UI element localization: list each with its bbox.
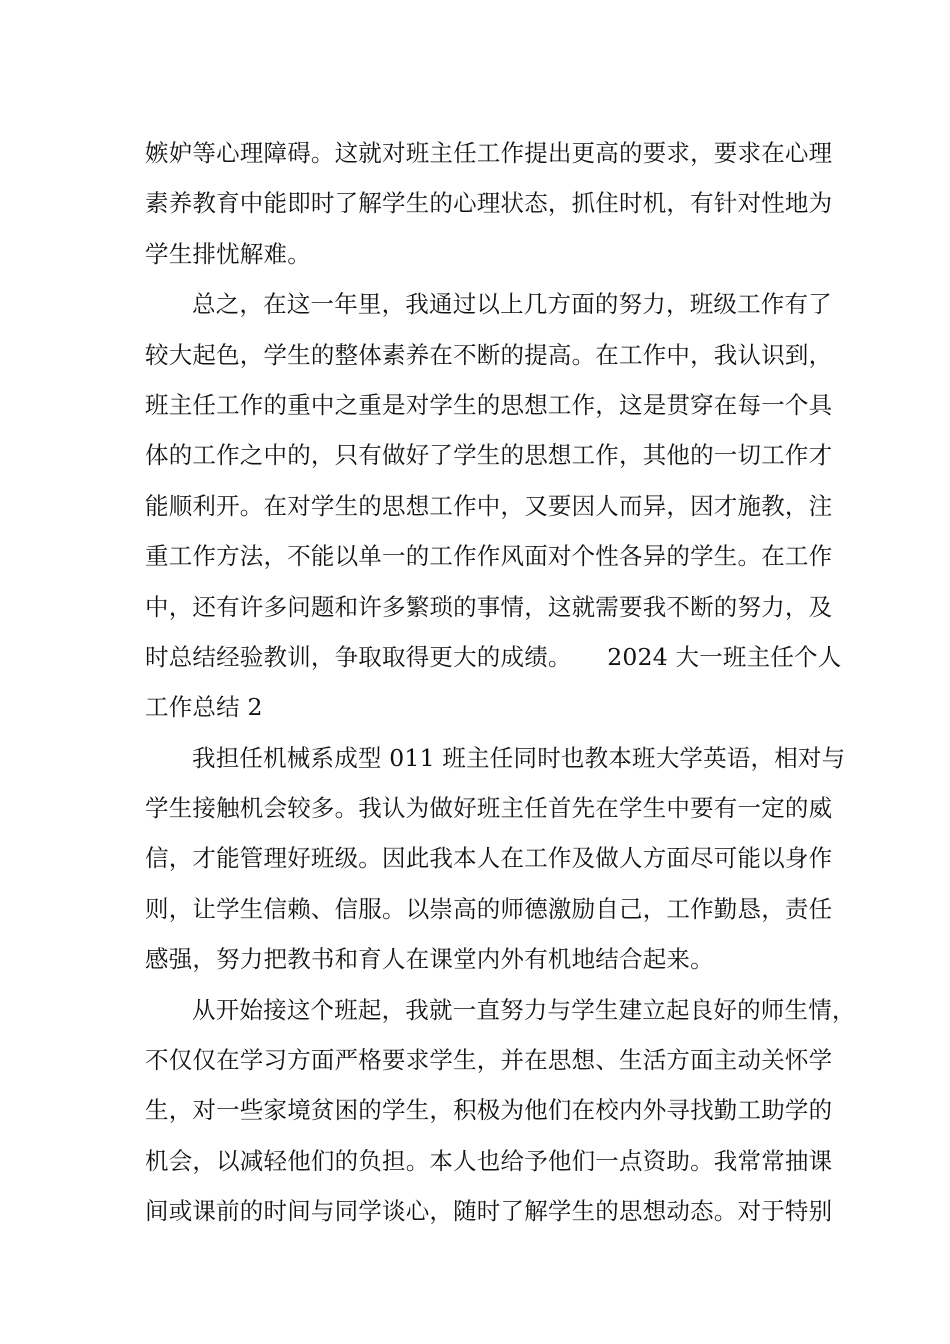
text-line: 中，还有许多问题和许多繁琐的事情，这就需要我不断的努力，及 — [145, 592, 833, 621]
text-line: 素养教育中能即时了解学生的心理状态，抓住时机，有针对性地为 — [145, 189, 833, 218]
text-line: 能顺利开。在对学生的思想工作中，又要因人而异，因才施教，注 — [145, 491, 833, 520]
text-line: 信，才能管理好班级。因此我本人在工作及做人方面尽可能以身作 — [145, 844, 833, 873]
text-line: 学生接触机会较多。我认为做好班主任首先在学生中要有一定的威 — [145, 794, 833, 823]
text-line: 间或课前的时间与同学谈心，随时了解学生的思想动态。对于特别 — [145, 1197, 833, 1226]
text-line: 从开始接这个班起，我就一直努力与学生建立起良好的师生情， — [192, 995, 856, 1024]
text-line: 班主任工作的重中之重是对学生的思想工作，这是贯穿在每一个具 — [145, 390, 833, 419]
text-line: 较大起色，学生的整体素养在不断的提高。在工作中，我认识到， — [145, 340, 833, 369]
text-line: 机会，以减轻他们的负担。本人也给予他们一点资助。我常常抽课 — [145, 1146, 833, 1175]
text-line: 时总结经验教训，争取取得更大的成绩。 2024 大一班主任个人 — [145, 642, 842, 671]
text-line: 感强，努力把教书和育人在课堂内外有机地结合起来。 — [145, 945, 714, 974]
text-line: 学生排忧解难。 — [145, 239, 311, 268]
text-line: 总之，在这一年里，我通过以上几方面的努力，班级工作有了 — [192, 290, 832, 319]
text-line: 生，对一些家境贫困的学生，积极为他们在校内外寻找勤工助学的 — [145, 1096, 833, 1125]
text-line: 工作总结 2 — [145, 693, 263, 722]
text-line: 体的工作之中的，只有做好了学生的思想工作，其他的一切工作才 — [145, 441, 833, 470]
text-line: 我担任机械系成型 011 班主任同时也教本班大学英语，相对与 — [192, 743, 846, 772]
text-line: 嫉妒等心理障碍。这就对班主任工作提出更高的要求，要求在心理 — [145, 139, 833, 167]
text-line: 重工作方法，不能以单一的工作作风面对个性各异的学生。在工作 — [145, 542, 833, 571]
text-line: 不仅仅在学习方面严格要求学生，并在思想、生活方面主动关怀学 — [145, 1046, 833, 1075]
text-line: 则，让学生信赖、信服。以崇高的师德激励自己，工作勤恳，责任 — [145, 894, 833, 923]
document-body — [145, 128, 856, 1237]
